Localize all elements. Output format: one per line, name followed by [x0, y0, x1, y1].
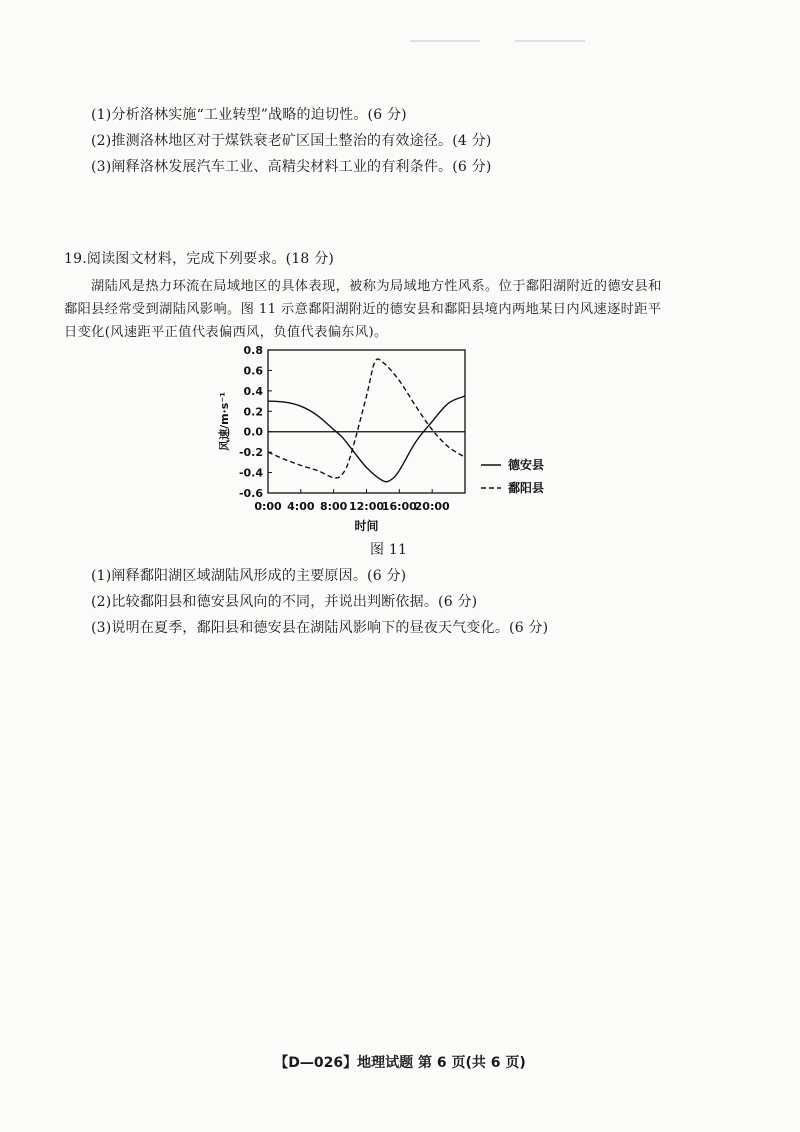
x-tick-label: 4:00	[287, 500, 315, 513]
series-line-dean	[268, 396, 465, 482]
scan-artifact-2	[515, 40, 585, 42]
subquestion-1: (1)阐释鄱阳湖区域湖陆风形成的主要原因。(6 分)	[91, 568, 407, 584]
x-tick-label: 16:00	[381, 500, 417, 513]
q19-heading: 19.阅读图文材料，完成下列要求。(18 分)	[64, 251, 335, 267]
y-tick-label: 0.0	[243, 425, 263, 439]
legend-label: 德安县	[508, 458, 545, 472]
subquestion-3: (3)说明在夏季，鄱阳县和德安县在湖陆风影响下的昼夜天气变化。(6 分)	[91, 620, 549, 636]
x-tick-label: 20:00	[414, 500, 450, 513]
prev-question-2: (2)推测洛林地区对于煤铁衰老矿区国土整治的有效途径。(4 分)	[91, 133, 492, 149]
y-tick-label: -0.6	[238, 487, 263, 500]
y-tick-label: -0.4	[238, 466, 263, 480]
y-tick-label: 0.8	[243, 344, 263, 357]
q19-para-line-3: 日变化(风速距平正值代表偏西风，负值代表偏东风)。	[64, 325, 388, 340]
y-tick-label: 0.2	[243, 405, 263, 419]
legend-label: 鄱阳县	[508, 481, 545, 495]
y-tick-label: -0.2	[238, 446, 263, 460]
x-tick-label: 12:00	[348, 500, 385, 513]
x-axis-label: 时间	[354, 519, 379, 533]
subquestion-2: (2)比较鄱阳县和德安县风向的不同，并说出判断依据。(6 分)	[91, 594, 478, 610]
x-tick-label: 8:00	[319, 500, 348, 513]
q19-para-line-2: 鄱阳县经常受到湖陆风影响。图 11 示意鄱阳湖附近的德安县和鄱阳县境内两地某日内风速逐时距平	[64, 302, 662, 317]
y-axis-label: 风速/m·s⁻¹	[218, 392, 231, 451]
q19-para-line-1: 湖陆风是热力环流在局域地区的具体表现，被称为局域地方性风系。位于鄱阳湖附近的德安县和	[91, 279, 662, 294]
prev-question-3: (3)阐释洛林发展汽车工业、高精尖材料工业的有利条件。(6 分)	[91, 159, 492, 175]
plot-frame	[268, 350, 465, 493]
y-tick-label: 0.6	[243, 364, 263, 378]
scan-artifact-1	[410, 40, 480, 42]
prev-question-1: (1)分析洛林实施“工业转型”战略的迫切性。(6 分)	[91, 107, 407, 123]
page-footer: 【D—026】地理试题 第 6 页(共 6 页)	[274, 1055, 526, 1071]
figure-caption: 图 11	[370, 542, 408, 558]
y-tick-label: 0.4	[243, 384, 263, 398]
x-tick-label: 0:00	[254, 500, 282, 513]
